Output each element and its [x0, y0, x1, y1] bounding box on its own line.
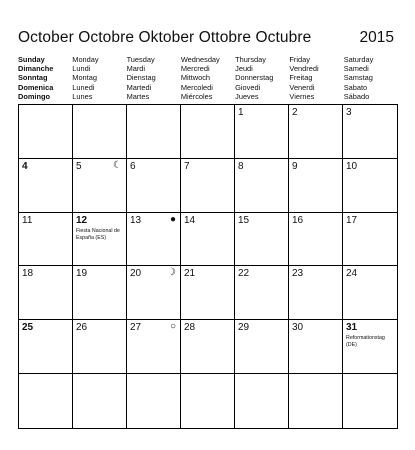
day-number: 26 — [76, 322, 88, 334]
day-cell-6 — [127, 159, 181, 213]
weekday-column-monday — [72, 55, 126, 103]
day-cell-12 — [73, 213, 127, 267]
day-cell-23 — [289, 266, 343, 320]
day-number: 21 — [184, 268, 196, 280]
day-cell-16 — [289, 213, 343, 267]
day-cell-7 — [181, 159, 235, 213]
calendar-grid — [18, 104, 398, 429]
day-cell-30 — [289, 320, 343, 374]
weekday-header-row — [18, 55, 398, 103]
moon-phase-icon: ☽ — [167, 267, 176, 279]
day-number: 30 — [292, 322, 304, 334]
weekday-label: Venerdi — [289, 82, 315, 92]
weekday-label: Sabato — [343, 82, 368, 92]
day-number: 15 — [238, 214, 250, 226]
day-cell-14 — [181, 213, 235, 267]
weekday-label: Saturday — [343, 55, 374, 64]
weekday-label: Samstag — [343, 73, 373, 83]
weekday-label: Martes — [126, 91, 150, 101]
day-cell-5 — [73, 159, 127, 213]
day-cell-4 — [19, 159, 73, 213]
moon-phase-icon: ● — [169, 213, 176, 225]
day-cell-9 — [289, 159, 343, 213]
day-number: 6 — [130, 160, 136, 172]
moon-phase-icon: ☾ — [113, 159, 122, 171]
day-cell-1 — [235, 105, 289, 159]
day-number: 25 — [22, 322, 34, 334]
weekday-column-sunday — [18, 55, 72, 103]
empty-day-cell — [127, 105, 181, 159]
weekday-label: Sonntag — [18, 73, 48, 83]
day-number: 22 — [238, 268, 250, 280]
weekday-label: Lunedi — [72, 82, 95, 92]
weekday-column-wednesday — [181, 55, 235, 103]
day-number: 2 — [292, 107, 298, 118]
weekday-label: Samedi — [343, 64, 369, 74]
day-number: 24 — [346, 268, 358, 280]
calendar-year: 2015 — [359, 29, 394, 46]
day-number: 10 — [346, 160, 358, 172]
day-number: 31 — [346, 322, 358, 334]
day-number: 9 — [292, 160, 298, 172]
weekday-label: Viernes — [289, 91, 315, 101]
weekday-label: Miércoles — [180, 91, 213, 101]
weekday-label: Lunes — [72, 91, 93, 101]
day-number: 7 — [184, 160, 190, 172]
day-cell-3 — [343, 105, 397, 159]
empty-day-cell — [181, 374, 235, 428]
day-number: 11 — [22, 214, 33, 226]
day-number: 14 — [184, 214, 196, 226]
day-number: 17 — [346, 214, 358, 226]
day-cell-11 — [19, 213, 73, 267]
day-cell-19 — [73, 266, 127, 320]
day-number: 5 — [76, 160, 82, 172]
day-number: 20 — [130, 268, 142, 280]
weekday-label: Mardi — [126, 64, 146, 74]
day-number: 23 — [292, 268, 304, 280]
weekday-label: Giovedi — [235, 82, 261, 92]
day-cell-18 — [19, 266, 73, 320]
weekday-label: Dienstag — [126, 73, 156, 83]
day-cell-15 — [235, 213, 289, 267]
weekday-label: Lundi — [72, 64, 91, 74]
day-number: 16 — [292, 214, 304, 226]
day-cell-20 — [127, 266, 181, 320]
empty-day-cell — [19, 105, 73, 159]
holiday-note: Reformationstag (DE) — [346, 335, 385, 349]
weekday-label: Friday — [289, 55, 310, 64]
weekday-label: Dimanche — [18, 64, 54, 74]
day-number: 1 — [238, 107, 244, 118]
day-number: 8 — [238, 160, 244, 172]
calendar-title: October Octobre Oktober Ottobre Octubre — [18, 29, 312, 46]
empty-day-cell — [181, 105, 235, 159]
weekday-label: Martedi — [126, 82, 152, 92]
moon-phase-icon: ○ — [169, 321, 176, 333]
day-cell-13 — [127, 213, 181, 267]
empty-day-cell — [19, 374, 73, 428]
weekday-label: Jeudi — [235, 64, 253, 74]
day-number: 12 — [76, 214, 88, 226]
day-cell-28 — [181, 320, 235, 374]
day-number: 18 — [22, 268, 34, 280]
empty-day-cell — [235, 374, 289, 428]
day-number: 28 — [184, 322, 196, 334]
day-cell-24 — [343, 266, 397, 320]
day-cell-31 — [343, 320, 397, 374]
weekday-label: Mercredi — [180, 64, 210, 74]
day-number: 27 — [130, 322, 142, 334]
day-number: 13 — [130, 214, 142, 226]
day-number: 3 — [346, 107, 352, 118]
empty-day-cell — [127, 374, 181, 428]
day-cell-10 — [343, 159, 397, 213]
holiday-note: Fiesta Nacional de España (ES) — [76, 227, 120, 241]
day-number: 19 — [76, 268, 88, 280]
empty-day-cell — [73, 374, 127, 428]
day-cell-17 — [343, 213, 397, 267]
empty-day-cell — [73, 105, 127, 159]
weekday-label: Domenica — [18, 82, 54, 92]
day-cell-26 — [73, 320, 127, 374]
day-cell-8 — [235, 159, 289, 213]
weekday-label: Sunday — [18, 55, 45, 64]
day-cell-2 — [289, 105, 343, 159]
weekday-label: Domingo — [18, 91, 51, 101]
weekday-label: Thursday — [235, 55, 266, 64]
day-cell-29 — [235, 320, 289, 374]
weekday-label: Tuesday — [126, 55, 155, 64]
empty-day-cell — [343, 374, 397, 428]
weekday-label: Jueves — [235, 91, 259, 101]
weekday-label: Wednesday — [180, 55, 220, 64]
weekday-label: Mittwoch — [180, 73, 211, 83]
day-number: 4 — [22, 160, 28, 172]
weekday-label: Vendredi — [289, 64, 319, 74]
weekday-label: Mercoledi — [180, 82, 213, 92]
day-cell-21 — [181, 266, 235, 320]
weekday-column-saturday — [344, 55, 398, 103]
empty-day-cell — [289, 374, 343, 428]
weekday-label: Donnerstag — [235, 73, 274, 83]
weekday-label: Freitag — [289, 73, 313, 83]
day-number: 29 — [238, 322, 250, 334]
day-cell-27 — [127, 320, 181, 374]
day-cell-22 — [235, 266, 289, 320]
weekday-label: Montag — [72, 73, 97, 83]
day-cell-25 — [19, 320, 73, 374]
weekday-label: Monday — [72, 55, 99, 64]
weekday-column-friday — [289, 55, 343, 103]
weekday-label: Sábado — [343, 91, 370, 101]
weekday-column-thursday — [235, 55, 289, 103]
weekday-column-tuesday — [127, 55, 181, 103]
